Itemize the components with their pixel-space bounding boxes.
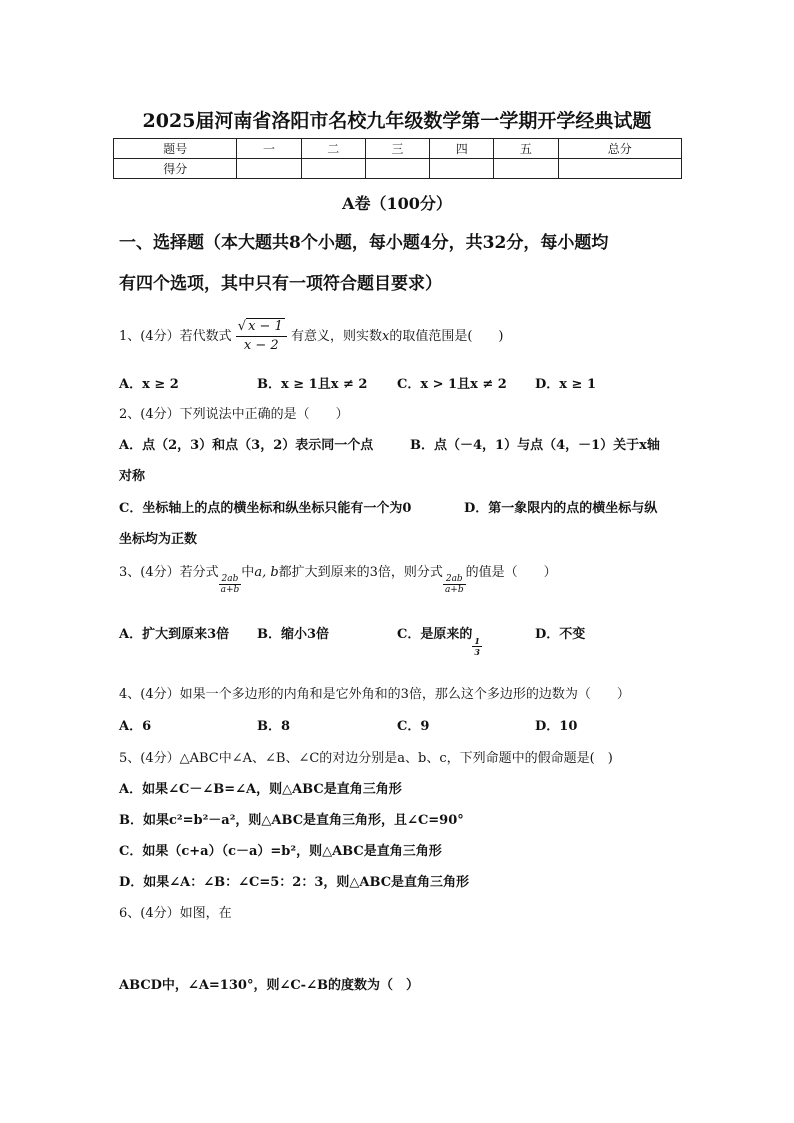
question-3 (119, 564, 557, 595)
score-cell (301, 159, 365, 179)
question-3-prefix: 3、(4分）若分式 (119, 565, 219, 580)
q4-option-b[interactable]: B．8 (257, 719, 291, 734)
score-cell (237, 159, 301, 179)
q5-option-a[interactable]: A．如果∠C－∠B=∠A，则△ABC是直角三角形 (119, 782, 402, 797)
q3-option-c[interactable] (397, 626, 482, 657)
score-cell (494, 159, 558, 179)
question-3-mid-a: 中 (241, 565, 255, 580)
score-table (113, 138, 682, 179)
document-title: 2025届河南省洛阳市名校九年级数学第一学期开学经典试题 (142, 110, 652, 132)
score-header-cell: 一 (237, 139, 301, 159)
score-header-cell: 五 (494, 139, 558, 159)
score-header-cell: 总分 (558, 139, 681, 159)
q3-option-d[interactable]: D．不变 (535, 627, 586, 642)
score-cell (365, 159, 429, 179)
q4-option-c[interactable]: C．9 (397, 719, 430, 734)
question-5-stem: 5、(4分）△ABC中∠A、∠B、∠C的对边分别是a、b、c，下列命题中的假命题是( ) (119, 751, 613, 766)
q1-option-c[interactable]: C．x > 1且x ≠ 2 (397, 377, 507, 392)
q3-option-c-text: C．是原来的 (397, 627, 473, 642)
sqrt-radicand: x − 1 (248, 319, 283, 334)
question-1-prefix: 1、(4分）若代数式 (119, 329, 232, 344)
q4-option-d[interactable]: D．10 (535, 719, 578, 734)
fraction-denominator: x − 2 (243, 338, 279, 353)
q5-option-c[interactable]: C．如果（c+a）（c－a）=b²，则△ABC是直角三角形 (119, 844, 442, 859)
q2-option-d[interactable]: D．第一象限内的点的横坐标与纵 (464, 501, 658, 516)
score-row-label: 得分 (114, 159, 237, 179)
q3-option-b[interactable]: B．缩小3倍 (257, 627, 330, 642)
question-3-suffix: 的值是（ ） (465, 565, 557, 580)
score-header-cell: 四 (430, 139, 494, 159)
question-3-mid-b: 都扩大到原来的3倍，则分式 (278, 565, 443, 580)
score-cell (558, 159, 681, 179)
q3-option-c-fraction (472, 636, 482, 657)
q2-option-c[interactable]: C．坐标轴上的点的横坐标和纵坐标只能有一个为0 (119, 501, 412, 516)
score-table-header-row (114, 139, 682, 159)
fraction-denominator: a+b (220, 585, 240, 595)
q2-option-b-cont: 对称 (119, 469, 146, 484)
question-1-text-b: 的取值范围是( ) (389, 329, 504, 344)
question-1-text-a: 有意义，则实数 (290, 329, 382, 344)
q5-option-d[interactable]: D．如果∠A：∠B：∠C=5：2：3，则△ABC是直角三角形 (119, 875, 470, 890)
q1-option-d[interactable]: D．x ≥ 1 (535, 377, 597, 392)
question-1 (119, 318, 503, 355)
fraction-numerator: √ x − 1 (236, 318, 287, 337)
score-cell (430, 159, 494, 179)
question-6-line2: ABCD中，∠A=130°，则∠C-∠B的度数为（ ） (119, 978, 419, 993)
q5-option-b[interactable]: B．如果c²=b²－a²，则△ABC是直角三角形，且∠C=90° (119, 813, 464, 828)
fraction-numerator: 1 (474, 636, 480, 646)
question-1-var: x (381, 329, 390, 344)
score-header-cell: 三 (365, 139, 429, 159)
q4-option-a[interactable]: A．6 (119, 719, 152, 734)
section-heading-line2: 有四个选项，其中只有一项符合题目要求） (119, 274, 442, 294)
fraction-numerator: 2ab (443, 574, 466, 585)
question-6-stem: 6、(4分）如图，在 (119, 906, 232, 921)
question-3-vars: a, b (254, 565, 279, 580)
question-2-stem: 2、(4分）下列说法中正确的是（ ） (119, 407, 349, 422)
q2-option-b[interactable]: B．点（－4，1）与点（4，－1）关于x轴 (410, 438, 660, 453)
section-a-title: A卷（100分） (342, 194, 452, 213)
fraction-numerator: 2ab (219, 574, 242, 585)
q2-option-d-cont: 坐标均为正数 (119, 532, 198, 547)
score-table-score-row (114, 159, 682, 179)
q3-option-a[interactable]: A．扩大到原来3倍 (119, 627, 230, 642)
score-header-cell: 题号 (114, 139, 237, 159)
score-header-cell: 二 (301, 139, 365, 159)
q1-option-a[interactable]: A．x ≥ 2 (119, 377, 179, 392)
question-3-fraction-2 (443, 574, 466, 595)
question-3-fraction-1 (219, 574, 242, 595)
section-heading-line1: 一、选择题（本大题共8个小题，每小题4分，共32分，每小题均 (119, 233, 609, 253)
fraction-denominator: 3 (474, 647, 480, 657)
question-1-fraction (236, 318, 287, 355)
q2-option-a[interactable]: A．点（2，3）和点（3，2）表示同一个点 (119, 438, 374, 453)
q1-option-b[interactable]: B．x ≥ 1且x ≠ 2 (257, 377, 368, 392)
fraction-denominator: a+b (444, 585, 464, 595)
question-4-stem: 4、(4分）如果一个多边形的内角和是它外角和的3倍，那么这个多边形的边数为（ ） (119, 687, 630, 702)
